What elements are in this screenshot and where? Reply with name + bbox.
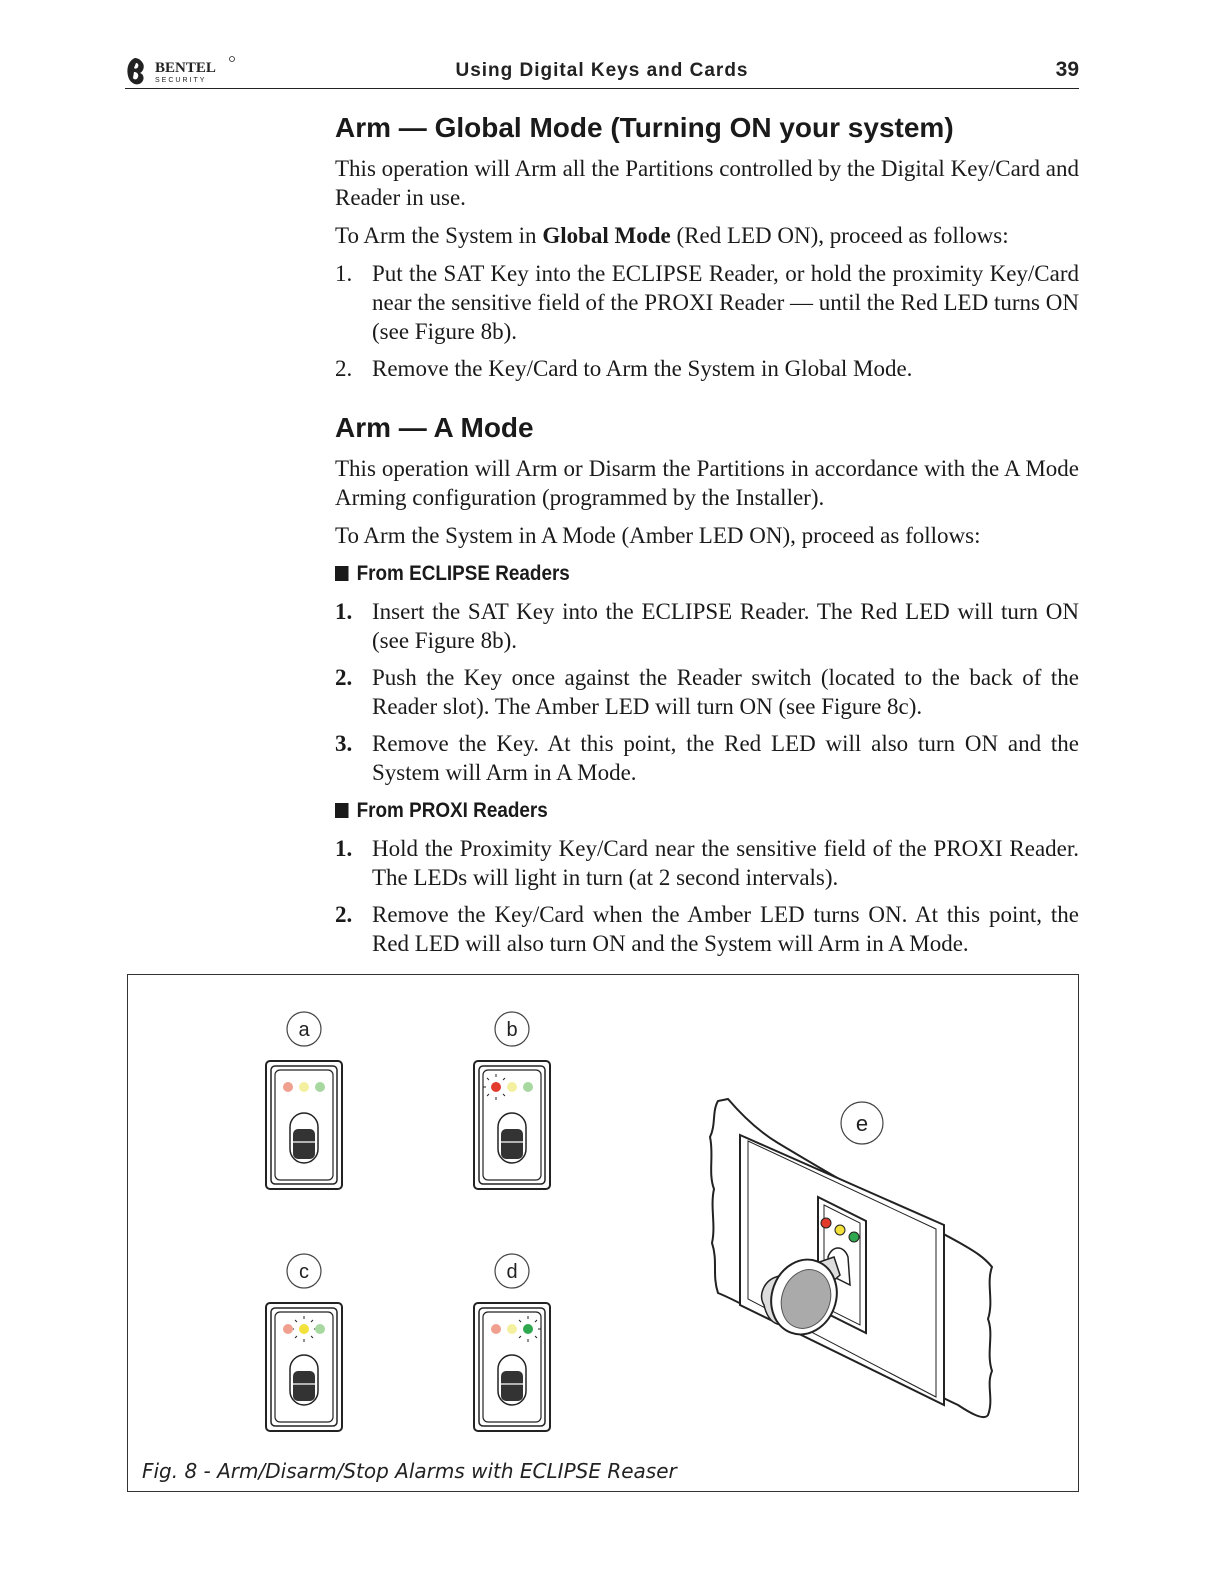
square-bullet-icon	[335, 566, 349, 581]
global-mode-intro: This operation will Arm all the Partitions controlled by the Digital Key/Card and Reader in use.	[335, 156, 1079, 210]
a-mode-intro: This operation will Arm or Disarm the Partitions in accordance with the A Mode Arming configuration (programmed by the Installer).	[335, 456, 1079, 510]
reader-a	[266, 1012, 342, 1189]
led-amber-icon	[835, 1225, 845, 1235]
square-bullet-icon	[335, 803, 349, 818]
a-mode-instruction: To Arm the System in A Mode (Amber LED ON), proceed as follows:	[335, 523, 981, 548]
global-mode-instruction: To Arm the System in Global Mode (Red LED ON), proceed as follows:	[335, 223, 1009, 248]
list-item: 1. Hold the Proximity Key/Card near the sensitive field of the PROXI Reader. The LEDs will light in turn (at 2 second intervals).	[335, 836, 1079, 890]
svg-text:e: e	[855, 1111, 869, 1136]
list-item: 2. Push the Key once against the Reader switch (located to the back of the Reader slot). The Amber LED will turn ON (see Figure 8c).	[335, 665, 1079, 719]
svg-text:BENTEL: BENTEL	[155, 60, 216, 76]
eclipse-steps	[335, 597, 1079, 787]
led-green-icon	[849, 1232, 859, 1242]
led-green-dim-icon	[523, 1082, 533, 1092]
main-content	[335, 110, 1079, 967]
figure-8	[127, 974, 1079, 1492]
led-red-dim-icon	[283, 1082, 293, 1092]
proxi-readers-subheading: From PROXI Readers	[335, 796, 1005, 825]
list-item: 3. Remove the Key. At this point, the Red LED will also turn ON and the System will Arm in A Mode.	[335, 731, 1079, 785]
led-red-icon	[821, 1218, 831, 1228]
heading-global-mode: Arm — Global Mode (Turning ON your system)	[335, 112, 954, 143]
led-red-icon	[491, 1082, 501, 1092]
list-item: 1. Insert the SAT Key into the ECLIPSE Reader. The Red LED will turn ON (see Figure 8b).	[335, 599, 1079, 653]
page-number: 39	[1055, 58, 1079, 81]
led-amber-icon	[299, 1324, 309, 1334]
reader-b	[474, 1012, 550, 1189]
led-red-dim-icon	[491, 1324, 501, 1334]
reader-d	[474, 1254, 550, 1431]
led-green-dim-icon	[315, 1324, 325, 1334]
reader-e-with-key	[710, 1099, 992, 1417]
svg-text:a: a	[298, 1019, 310, 1041]
led-amber-dim-icon	[507, 1082, 517, 1092]
led-green-dim-icon	[315, 1082, 325, 1092]
reader-c	[266, 1254, 342, 1431]
led-red-dim-icon	[283, 1324, 293, 1334]
figure-caption: Fig. 8 - Arm/Disarm/Stop Alarms with ECLIPSE Reaser	[142, 1459, 677, 1483]
led-amber-dim-icon	[299, 1082, 309, 1092]
eclipse-readers-subheading: From ECLIPSE Readers	[335, 559, 1005, 588]
list-item: 2. Remove the Key/Card when the Amber LED turns ON. At this point, the Red LED will also turn ON and the System will Arm in A Mode.	[335, 902, 1079, 956]
heading-a-mode: Arm — A Mode	[335, 412, 534, 443]
list-item: 1. Put the SAT Key into the ECLIPSE Reader, or hold the proximity Key/Card near the sensitive field of the PROXI Reader — until the Red LED turns ON (see Figure 8b).	[335, 261, 1079, 344]
proxi-steps	[335, 834, 1079, 958]
global-mode-steps	[335, 259, 1079, 383]
svg-text:c: c	[299, 1261, 309, 1283]
led-amber-dim-icon	[507, 1324, 517, 1334]
svg-text:b: b	[506, 1019, 518, 1041]
figure-illustration	[128, 975, 1078, 1491]
running-header-title: Using Digital Keys and Cards	[455, 60, 749, 81]
svg-text:SECURITY: SECURITY	[155, 77, 207, 84]
list-item: 2. Remove the Key/Card to Arm the System in Global Mode.	[335, 356, 913, 381]
svg-text:d: d	[506, 1261, 518, 1283]
page-header	[125, 52, 1079, 89]
led-green-icon	[523, 1324, 533, 1334]
